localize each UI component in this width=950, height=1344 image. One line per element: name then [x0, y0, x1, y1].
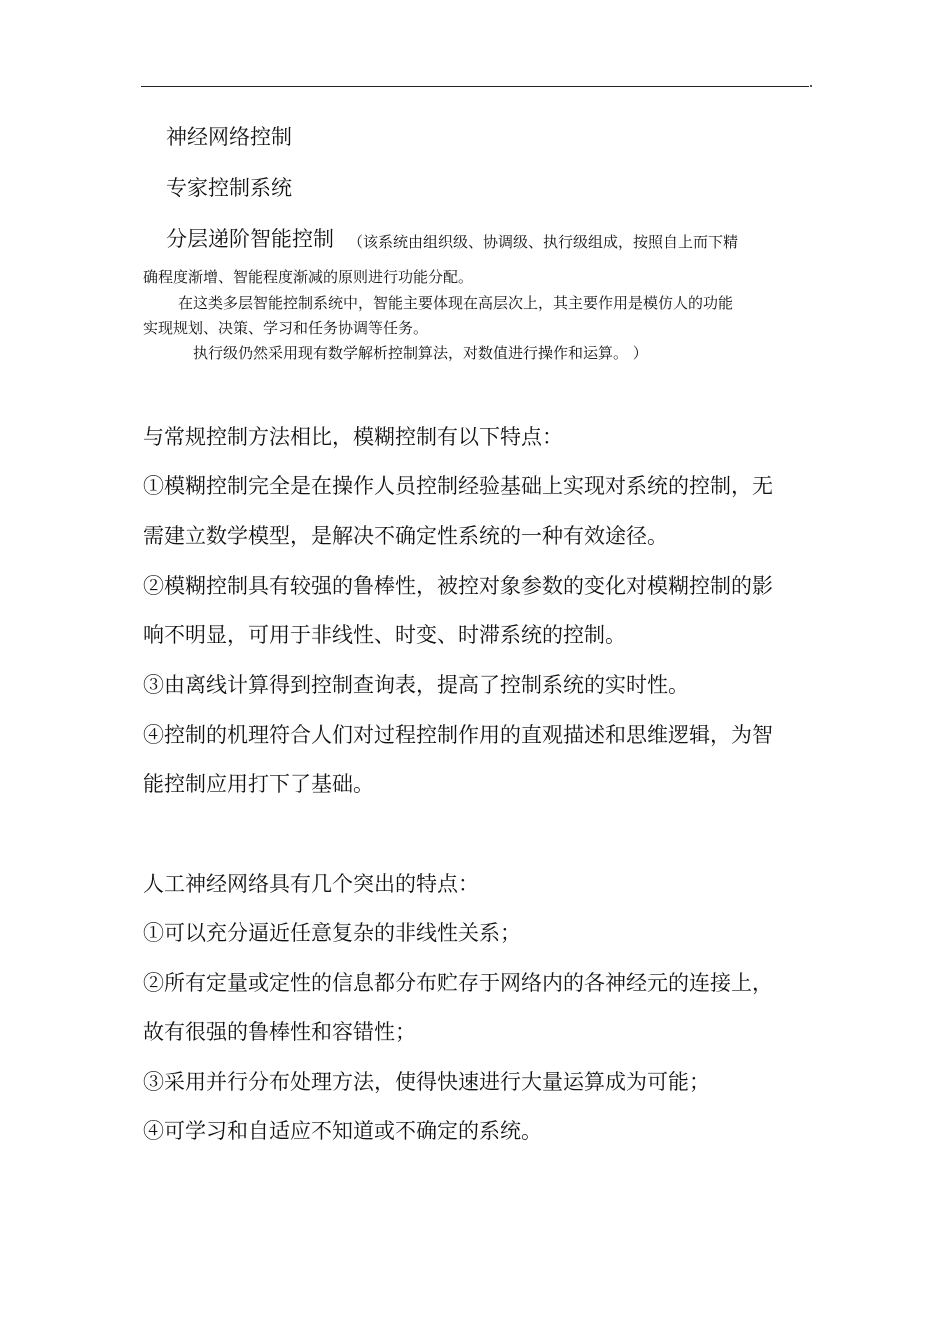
note-line-5: 执行级仍然采用现有数学解析控制算法，对数值进行操作和运算。 ） [193, 344, 648, 362]
note-line-2: 确程度渐增、智能程度渐减的原则进行功能分配。 [143, 268, 474, 286]
note-line-4: 实现规划、决策、学习和任务协调等任务。 [143, 319, 429, 337]
heading-hierarchical-intelligent-control: 分层递阶智能控制 [166, 227, 334, 251]
ann-point-2-line-2: 故有很强的鲁棒性和容错性； [143, 1020, 416, 1044]
ann-intro: 人工神经网络具有几个突出的特点： [143, 872, 479, 896]
heading-expert-control-system: 专家控制系统 [166, 176, 292, 200]
fuzzy-intro: 与常规控制方法相比，模糊控制有以下特点： [143, 425, 563, 449]
heading-hierarchical-control-row [166, 223, 738, 253]
ann-point-4: ④可学习和自适应不知道或不确定的系统。 [143, 1119, 542, 1143]
fuzzy-point-4-line-1: ④控制的机理符合人们对过程控制作用的直观描述和思维逻辑，为智 [143, 723, 773, 747]
note-line-3: 在这类多层智能控制系统中，智能主要体现在高层次上，其主要作用是模仿人的功能 [178, 294, 734, 312]
ann-point-1: ①可以充分逼近任意复杂的非线性关系； [143, 921, 521, 945]
ann-point-3: ③采用并行分布处理方法，使得快速进行大量运算成为可能； [143, 1070, 710, 1094]
note-line-1: （该系统由组织级、协调级、执行级组成，按照自上而下精 [348, 233, 739, 251]
fuzzy-point-1-line-1: ①模糊控制完全是在操作人员控制经验基础上实现对系统的控制，无 [143, 474, 773, 498]
header-rule [141, 86, 809, 87]
fuzzy-point-2-line-2: 响不明显，可用于非线性、时变、时滞系统的控制。 [143, 623, 626, 647]
ann-point-2-line-1: ②所有定量或定性的信息都分布贮存于网络内的各神经元的连接上， [143, 971, 773, 995]
fuzzy-point-4-line-2: 能控制应用打下了基础。 [143, 772, 374, 796]
header-rule-end-mark [810, 85, 812, 87]
fuzzy-point-3: ③由离线计算得到控制查询表，提高了控制系统的实时性。 [143, 673, 689, 697]
fuzzy-point-2-line-1: ②模糊控制具有较强的鲁棒性，被控对象参数的变化对模糊控制的影 [143, 574, 773, 598]
heading-neural-network-control: 神经网络控制 [166, 125, 292, 149]
fuzzy-point-1-line-2: 需建立数学模型，是解决不确定性系统的一种有效途径。 [143, 524, 668, 548]
